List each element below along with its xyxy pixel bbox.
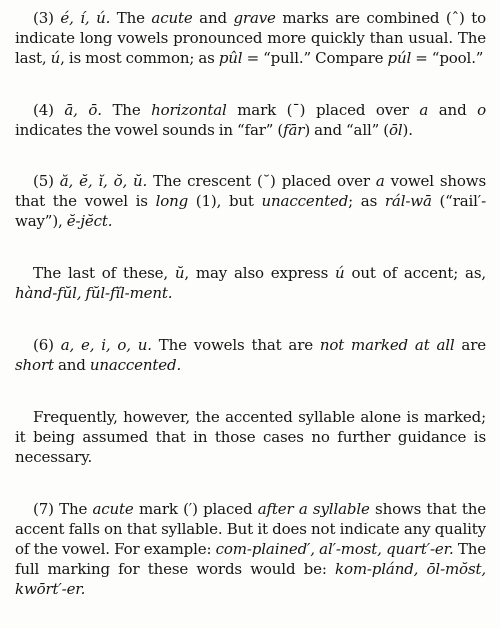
italic-text-segment: o [477,101,486,119]
text-segment: and [192,9,234,27]
italic-text-segment: after a syllable [257,500,370,518]
paragraph-last-of-these [15,263,486,303]
paragraph-crescent-mark [15,171,486,231]
italic-text-segment: púl [387,49,412,67]
paragraph-unmarked-vowels [15,335,486,375]
text-segment: The [101,101,152,119]
italic-text-segment: a [375,172,385,190]
text-segment: shows that the accent falls on that syllable. But it does not indicate any quality of the vowel. For example: [15,500,486,558]
italic-text-segment: ōl [388,121,403,139]
text-segment: ) and “all” ( [304,121,389,139]
italic-text-segment: kom-plánd, ōl-mŏst, kwōrt′-er. [15,560,486,598]
text-segment: mark (¯) placed over [226,101,420,119]
text-segment: vowel shows that the vowel is [15,172,487,210]
text-segment: and [428,101,478,119]
text-segment: out of accent; as, [344,264,486,282]
italic-text-segment: long [155,192,189,210]
text-segment: = “pull.” Compare [242,49,388,67]
text-segment: The vowels that are [151,336,320,354]
text-segment: , may also express [184,264,336,282]
text-segment: , is most common; as [60,49,219,67]
italic-text-segment: not marked at all [319,336,455,354]
text-segment: (“rail′-way”), [15,192,486,230]
text-segment: The [110,9,152,27]
paragraph-horizontal-mark [15,100,486,140]
paragraph-frequently [15,407,486,467]
text-segment: (7) The [33,500,93,518]
paragraph-acute-grave [15,8,486,68]
italic-text-segment: ú [50,49,61,67]
text-segment: Frequently, however, the accented syllable alone is marked; it being assumed that in those cases no further guidance is necessary. [15,408,486,466]
text-segment: and [53,356,90,374]
italic-text-segment: pûl [218,49,243,67]
italic-text-segment: a, e, i, o, u. [60,336,152,354]
text-segment: (5) [33,172,60,190]
text-segment: (4) [33,101,65,119]
italic-text-segment: acute [92,500,134,518]
text-segment: = “pool.” [411,49,484,67]
italic-text-segment: ĕ-jĕct. [66,212,113,230]
text-segment: The last of these, [33,264,175,282]
italic-text-segment: com-plained′, al′-most, quart′-er. [215,540,454,558]
italic-text-segment: unaccented. [89,356,182,374]
italic-text-segment: unaccented [261,192,349,210]
italic-text-segment: rál-wā [384,192,432,210]
italic-text-segment: grave [233,9,276,27]
text-segment: are [454,336,486,354]
italic-text-segment: ŭ [174,264,185,282]
text-segment: indicates the vowel sounds in “far” ( [15,121,284,139]
text-segment: ). [402,121,413,139]
text-segment: ; as [348,192,385,210]
text-segment: mark (′) placed [133,500,258,518]
italic-text-segment: hànd-fŭl, fŭl-fĭl-ment. [15,284,173,302]
text-segment: (3) [33,9,61,27]
italic-text-segment: acute [151,9,193,27]
text-segment: marks are combined (ˆ) to indicate long vowels pronounced more quickly than usual. The last, [15,9,486,67]
italic-text-segment: horizontal [151,101,227,119]
paragraph-acute-after-syllable [15,499,486,599]
italic-text-segment: é, í, ú. [60,9,111,27]
italic-text-segment: ă, ĕ, ĭ, ŏ, ŭ. [59,172,148,190]
text-segment: (1), but [188,192,262,210]
text-segment: The crescent (˘) placed over [147,172,376,190]
italic-text-segment: fār [283,121,305,139]
italic-text-segment: short [15,356,54,374]
italic-text-segment: ā, ō. [64,101,102,119]
italic-text-segment: ú [335,264,345,282]
text-segment: The full marking for these words would be: [15,540,486,578]
italic-text-segment: a [419,101,429,119]
text-segment: (6) [33,336,61,354]
